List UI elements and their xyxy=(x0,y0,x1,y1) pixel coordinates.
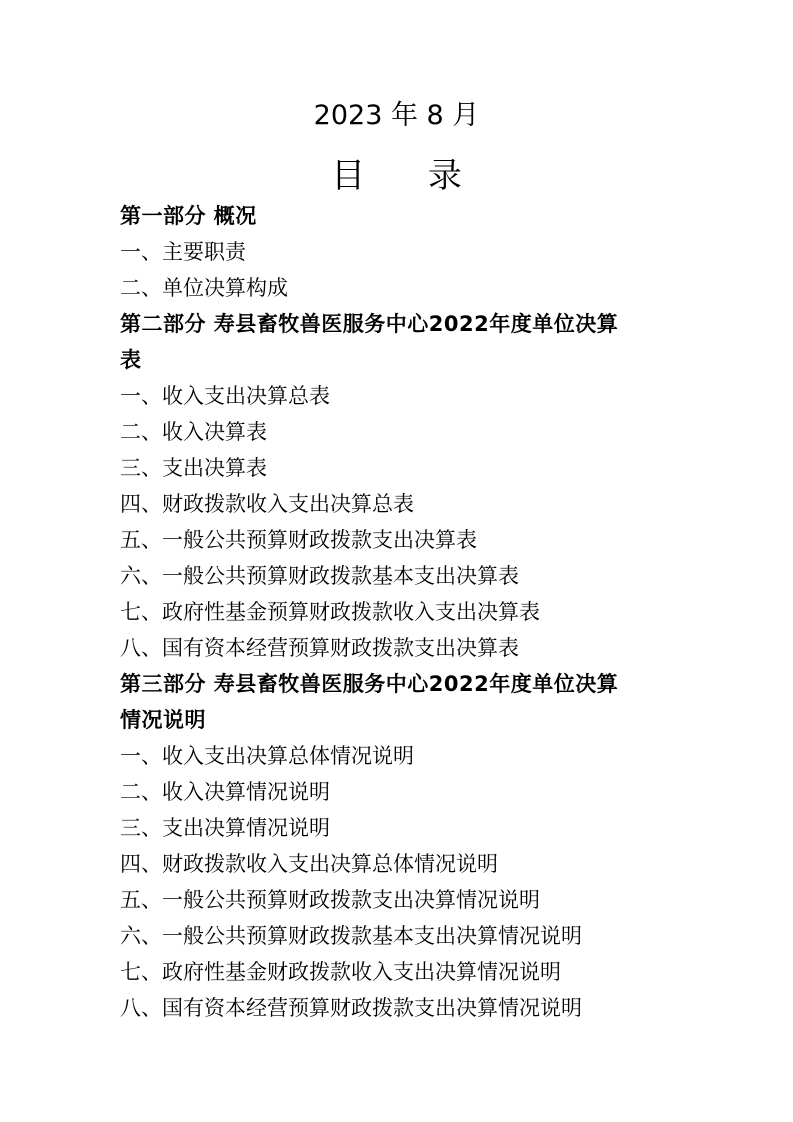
toc-part3-item: 七、政府性基金财政拨款收入支出决算情况说明 xyxy=(120,960,561,984)
toc-part2-heading: 第二部分 寿县畜牧兽医服务中心2022年度单位决算 xyxy=(120,312,619,336)
toc-part3-item: 五、一般公共预算财政拨款支出决算情况说明 xyxy=(120,888,540,912)
toc-part2-item: 一、收入支出决算总表 xyxy=(120,384,330,408)
table-of-contents xyxy=(120,198,690,1026)
toc-part1-heading: 第一部分 概况 xyxy=(120,204,257,228)
toc-part2-item: 二、收入决算表 xyxy=(120,420,267,444)
toc-part2-item: 六、一般公共预算财政拨款基本支出决算表 xyxy=(120,564,519,588)
toc-part2-item: 七、政府性基金预算财政拨款收入支出决算表 xyxy=(120,600,540,624)
toc-part3-item: 六、一般公共预算财政拨款基本支出决算情况说明 xyxy=(120,924,582,948)
toc-title: 目 录 xyxy=(331,156,488,196)
toc-part3-item: 一、收入支出决算总体情况说明 xyxy=(120,744,414,768)
toc-part1-item: 二、单位决算构成 xyxy=(120,276,288,300)
toc-part2-item: 五、一般公共预算财政拨款支出决算表 xyxy=(120,528,477,552)
document-date: 2023 年 8 月 xyxy=(313,100,480,131)
toc-part3-item: 八、国有资本经营预算财政拨款支出决算情况说明 xyxy=(120,996,582,1020)
toc-part3-item: 四、财政拨款收入支出决算总体情况说明 xyxy=(120,852,498,876)
toc-part2-item: 四、财政拨款收入支出决算总表 xyxy=(120,492,414,516)
toc-part2-item: 八、国有资本经营预算财政拨款支出决算表 xyxy=(120,636,519,660)
toc-part2-heading-cont: 表 xyxy=(120,348,142,372)
toc-part2-item: 三、支出决算表 xyxy=(120,456,267,480)
toc-part3-heading: 第三部分 寿县畜牧兽医服务中心2022年度单位决算 xyxy=(120,672,619,696)
toc-part3-item: 三、支出决算情况说明 xyxy=(120,816,330,840)
toc-part3-heading-cont: 情况说明 xyxy=(120,708,206,732)
toc-part3-item: 二、收入决算情况说明 xyxy=(120,780,330,804)
toc-part1-item: 一、主要职责 xyxy=(120,240,246,264)
